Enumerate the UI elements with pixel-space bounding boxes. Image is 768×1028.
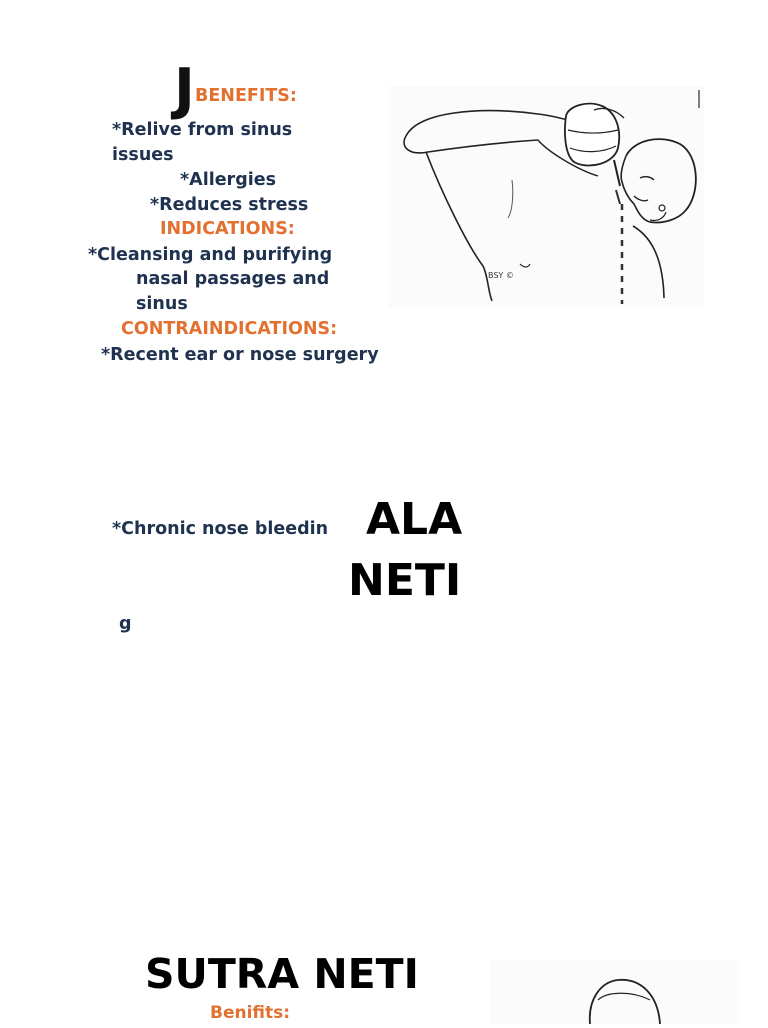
jala-neti-illustration: [388, 86, 704, 308]
indications-heading: INDICATIONS:: [160, 219, 295, 239]
benefits-heading: BENEFITS:: [195, 86, 297, 106]
drop-letter: J: [174, 57, 195, 122]
benefit-item: *Relive from sinus: [112, 120, 293, 140]
section-title-sutra-neti: SUTRA NETI: [145, 950, 419, 998]
contraindication-item: *Chronic nose bleedin: [112, 519, 329, 539]
contraindication-item: *Recent ear or nose surgery: [101, 345, 379, 365]
indication-item: *Cleansing and purifying: [88, 245, 333, 265]
person-head-drawing: [490, 960, 740, 1024]
contraindications-heading: CONTRAINDICATIONS:: [121, 319, 338, 339]
illustration-caption: BSY ©: [488, 271, 514, 280]
page-title-line2: NETI: [348, 555, 462, 606]
benefit-item: issues: [112, 145, 174, 165]
indication-item: sinus: [136, 294, 188, 314]
sutra-benefits-heading: Benifits:: [210, 1003, 291, 1023]
indication-item: nasal passages and: [136, 269, 330, 289]
person-with-neti-pot-drawing: [388, 86, 704, 308]
contraindication-item: g: [119, 614, 132, 634]
page-title-line1: ALA: [366, 494, 463, 545]
sutra-neti-illustration: [490, 960, 740, 1024]
benefit-item: *Allergies: [180, 170, 277, 190]
benefit-item: *Reduces stress: [150, 195, 309, 215]
